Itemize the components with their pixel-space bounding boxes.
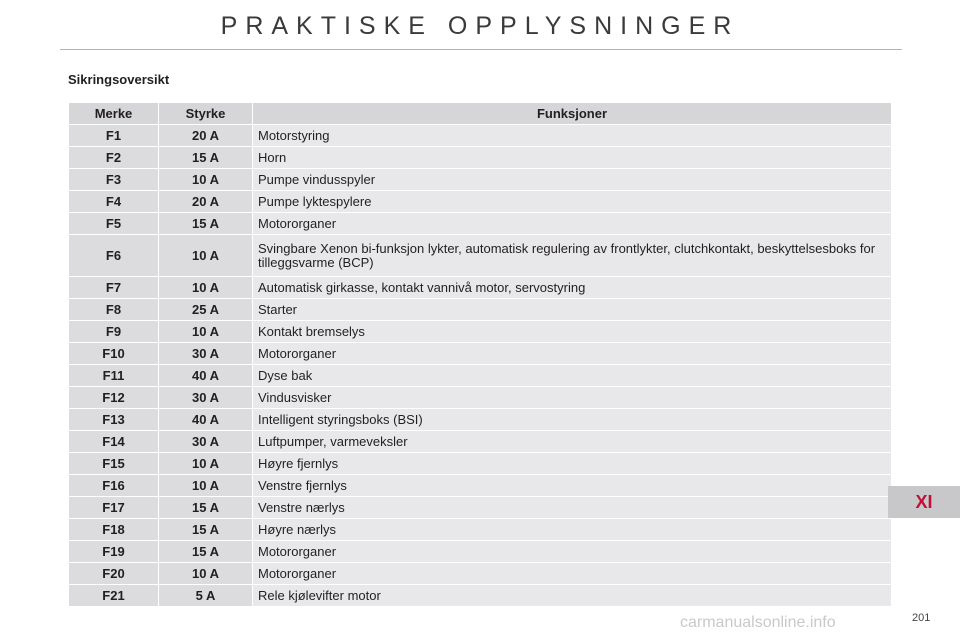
table-row	[69, 497, 892, 519]
fuse-function-cell: Luftpumper, varmeveksler	[253, 431, 892, 453]
table-body	[69, 125, 892, 607]
fuse-code-cell: F3	[69, 169, 159, 191]
fuse-amperage-cell: 30 A	[159, 343, 253, 365]
fuse-amperage-cell: 40 A	[159, 409, 253, 431]
fuse-function-cell: Dyse bak	[253, 365, 892, 387]
fuse-function-cell: Vindusvisker	[253, 387, 892, 409]
fuse-code-cell: F15	[69, 453, 159, 475]
fuse-function-cell: Motorstyring	[253, 125, 892, 147]
table-row	[69, 475, 892, 497]
fuse-code-cell: F18	[69, 519, 159, 541]
fuse-code-cell: F21	[69, 585, 159, 607]
fuse-function-cell: Kontakt bremselys	[253, 321, 892, 343]
fuse-amperage-cell: 10 A	[159, 321, 253, 343]
fuse-function-cell: Pumpe lyktespylere	[253, 191, 892, 213]
page-title: PRAKTISKE OPPLYSNINGER	[220, 12, 740, 40]
fuse-code-cell: F5	[69, 213, 159, 235]
fuse-function-cell: Motororganer	[253, 541, 892, 563]
fuse-function-cell: Høyre nærlys	[253, 519, 892, 541]
fuse-amperage-cell: 5 A	[159, 585, 253, 607]
fuse-code-cell: F20	[69, 563, 159, 585]
table-row	[69, 585, 892, 607]
fuse-table	[68, 102, 892, 607]
column-header-styrke: Styrke	[159, 103, 253, 125]
fuse-amperage-cell: 30 A	[159, 431, 253, 453]
fuse-amperage-cell: 25 A	[159, 299, 253, 321]
fuse-amperage-cell: 10 A	[159, 563, 253, 585]
fuse-code-cell: F12	[69, 387, 159, 409]
fuse-code-cell: F14	[69, 431, 159, 453]
table-row	[69, 235, 892, 277]
fuse-amperage-cell: 15 A	[159, 541, 253, 563]
fuse-function-cell: Pumpe vindusspyler	[253, 169, 892, 191]
table-row	[69, 343, 892, 365]
fuse-amperage-cell: 10 A	[159, 169, 253, 191]
fuse-code-cell: F11	[69, 365, 159, 387]
fuse-code-cell: F8	[69, 299, 159, 321]
fuse-amperage-cell: 20 A	[159, 191, 253, 213]
fuse-function-cell: Venstre nærlys	[253, 497, 892, 519]
fuse-code-cell: F13	[69, 409, 159, 431]
fuse-amperage-cell: 10 A	[159, 277, 253, 299]
table-row	[69, 299, 892, 321]
column-header-merke: Merke	[69, 103, 159, 125]
table-row	[69, 431, 892, 453]
fuse-code-cell: F7	[69, 277, 159, 299]
fuse-amperage-cell: 20 A	[159, 125, 253, 147]
table-row	[69, 191, 892, 213]
table-row	[69, 409, 892, 431]
fuse-code-cell: F10	[69, 343, 159, 365]
fuse-function-cell: Motororganer	[253, 563, 892, 585]
title-divider	[60, 49, 902, 50]
table-row	[69, 453, 892, 475]
fuse-function-cell: Starter	[253, 299, 892, 321]
column-header-funksjoner: Funksjoner	[253, 103, 892, 125]
fuse-function-cell: Horn	[253, 147, 892, 169]
table-header-row	[69, 103, 892, 125]
fuse-amperage-cell: 40 A	[159, 365, 253, 387]
fuse-amperage-cell: 15 A	[159, 519, 253, 541]
fuse-amperage-cell: 15 A	[159, 147, 253, 169]
table-row	[69, 147, 892, 169]
fuse-code-cell: F1	[69, 125, 159, 147]
table-row	[69, 365, 892, 387]
fuse-code-cell: F4	[69, 191, 159, 213]
table-row	[69, 213, 892, 235]
fuse-code-cell: F16	[69, 475, 159, 497]
table-row	[69, 125, 892, 147]
fuse-function-cell: Motororganer	[253, 343, 892, 365]
table-row	[69, 563, 892, 585]
fuse-function-cell: Venstre fjernlys	[253, 475, 892, 497]
fuse-function-cell: Automatisk girkasse, kontakt vannivå motor, servostyring	[253, 277, 892, 299]
fuse-function-cell: Rele kjølevifter motor	[253, 585, 892, 607]
fuse-code-cell: F9	[69, 321, 159, 343]
watermark: carmanualsonline.info	[680, 614, 836, 631]
page-number: 201	[912, 612, 931, 624]
table-row	[69, 277, 892, 299]
fuse-amperage-cell: 10 A	[159, 475, 253, 497]
fuse-amperage-cell: 10 A	[159, 235, 253, 277]
table-row	[69, 541, 892, 563]
fuse-function-cell: Høyre fjernlys	[253, 453, 892, 475]
section-heading: Sikringsoversikt	[68, 72, 170, 87]
fuse-amperage-cell: 10 A	[159, 453, 253, 475]
fuse-function-cell: Motororganer	[253, 213, 892, 235]
fuse-function-cell: Svingbare Xenon bi-funksjon lykter, automatisk regulering av frontlykter, clutchkontakt, beskyttelsesboks for tilleggsvarme (BCP)	[253, 235, 892, 277]
chapter-tab[interactable]: XI	[888, 486, 960, 518]
table-row	[69, 387, 892, 409]
fuse-code-cell: F6	[69, 235, 159, 277]
table-row	[69, 169, 892, 191]
fuse-amperage-cell: 15 A	[159, 213, 253, 235]
fuse-function-cell: Intelligent styringsboks (BSI)	[253, 409, 892, 431]
table-row	[69, 321, 892, 343]
fuse-code-cell: F17	[69, 497, 159, 519]
fuse-code-cell: F19	[69, 541, 159, 563]
fuse-amperage-cell: 30 A	[159, 387, 253, 409]
table-row	[69, 519, 892, 541]
fuse-amperage-cell: 15 A	[159, 497, 253, 519]
fuse-code-cell: F2	[69, 147, 159, 169]
